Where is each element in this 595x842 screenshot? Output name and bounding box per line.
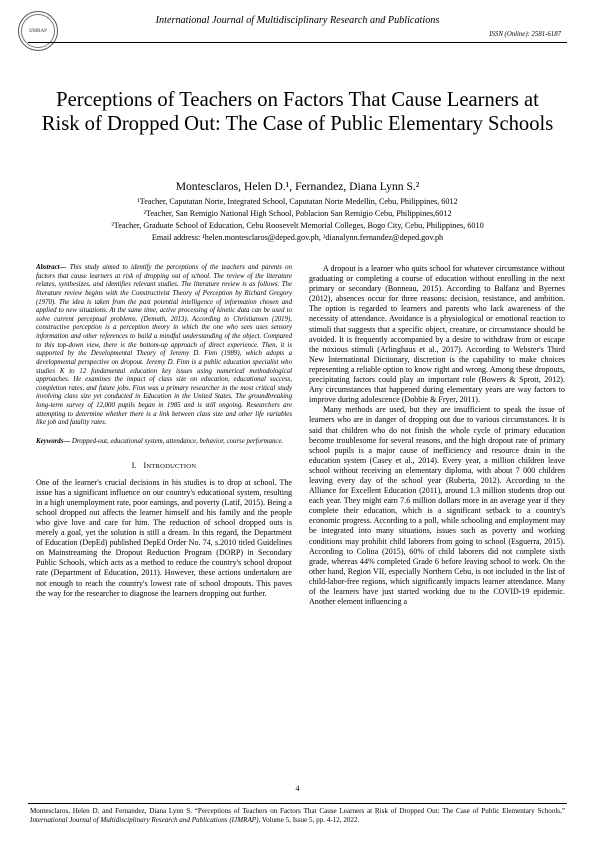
- left-column: [36, 264, 292, 599]
- intro-paragraph-1: One of the learner's crucial decisions in his studies is to drop at school. The issue has a significant influence on our country's educational system, resulting in a high unemployment rate, poor earnings, and poverty (Latif, 2015). Being a school dropped out affects the learner himself and his family and the people who give love and care for him. The reduction of school dropped outs is merely a goal, yet the solution is still a dream. In this regard, the Department of Education (DepEd) published DepEd Order No. 74, s.2010 titled Guidelines on Mainstreaming the Dropout Reduction Program (DORP) in Secondary Public Schools, which acts as a method to reduce the country's school dropout rate (Department of Education, 2011). However, these actions undertaken are not enough to reach the country's lowest rate of school dropouts. This paves the way for the researcher to diagnose the learners dropping out further.: [36, 477, 292, 598]
- keywords-label: Keywords—: [36, 437, 71, 445]
- abstract-label: Abstract—: [36, 264, 67, 271]
- body-paragraph-2: Many methods are used, but they are insufficient to speak the issue of learners who are in danger of dropping out due to various circumstances. It is said that children who do not finish the whole cycle of primary education become troublesome for several reasons, and the high dropout rate of primary school pupils is a major cause of inefficiency and resource drain in the education system (Casey et al., 2014). Every year, a million children leave school without receiving an elementary diploma, with about 7 000 children leaving every day of the school year (Ruberta, 2012). According to the Alliance for Excellent Education (2011), around 1.3 million students drop out each year. They might earn 7.6 million dollars more in an average year if they complete their education, which is a significant setback to a country's economic progress. According to a poll, while schooling and employment may be integrated into many situations, issues such as poverty and working conditions may prohibit child laborers from going to school (Esguerra, 2015). According to Colina (2015), 60% of child laborers did not complete sixth grade, whereas 44% completed Grade 6 before leaving school to work. On the other hand, Region VII, especially Northern Cebu, is not included in the list of child-labor-free regions, which significantly impacts learner attendance. Many of the learners have just started working due to the COVID-19 epidemic. Another element influencing a: [309, 405, 565, 607]
- journal-logo-text: IJMRAP: [21, 14, 55, 48]
- abstract-text: This study aimed to identify the perceptions of the teachers and parents on factors that cause learners at risk of dropping out of school. The review of the literature relates, synthesizes, and identifies relevant studies. The literature review is as follows. The literature review begins with the Constructivist Theory of Perception by Richard Gregory (1970). The idea is taken from the past potential intelligence of information chosen and applied to new situations. At the same time, active processing of kinetic data can be used to solve current perceptual problems. (Demuth, 2013). According to Christiansen (2019), constructive perception is a perception theory in which the one who sees uses sensory information and other references to build a mindful understanding of the object. Compared to this top-down view, there is the bottom-up approach of direct experience. Then, it is supported by the Developmental Theory of Jeremy D. Finn (1989), which adopts a developmental perspective on dropout. Jeremy D. Finn is a public education specialist who studies K to 12 fundamental education key issues using numerical methodological approaches. He examines the impact of class size on education, educational success, completion rates, and future jobs. Finn was a primary researcher in the most critical study involving class size yet conducted in Education in the United States. The groundbreaking long-term survey of 12,000 pupils began in 1985 and is still ongoing. Researchers are attempting to determine whether there is a link between class size and other life variables like job and fatality rates.: [36, 264, 292, 427]
- citation-journal: International Journal of Multidisciplinary Research and Publications (IJMRAP): [30, 816, 259, 825]
- journal-name: International Journal of Multidisciplinary Research and Publications: [155, 15, 440, 26]
- paper-title: Perceptions of Teachers on Factors That Cause Learners at Risk of Dropped Out: The Case of Public Elementary Schools: [41, 89, 554, 135]
- affiliation-3: ²Teacher, Graduate School of Education, Cebu Roosevelt Memorial Colleges, Bogo City, Cebu, Philippines, 6010: [111, 220, 484, 230]
- footer-rule: [28, 803, 567, 804]
- header-rule: [28, 42, 567, 43]
- section-number: I.: [131, 460, 137, 470]
- email-addresses: Email address: ¹helen.montesclaros@deped.gov.ph, ²dianalynn.fernandez@deped.gov.ph: [151, 232, 444, 242]
- affiliation-1: ¹Teacher, Caputatan Norte, Integrated School, Caputatan Norte Medellin, Cebu, Philippines, 6012: [137, 197, 458, 206]
- citation-footer: [30, 807, 565, 826]
- page-number: 4: [295, 784, 300, 793]
- affiliation-2: ²Teacher, San Remigio National High School, Poblacion San Remigio Cebu, Philippines,6012: [143, 208, 452, 218]
- keywords: [36, 438, 292, 447]
- authors: Montesclaros, Helen D.¹, Fernandez, Diana Lynn S.²: [175, 180, 420, 193]
- keywords-text: Dropped-out, educational system, attendance, behavior, course performance.: [70, 437, 284, 445]
- section-heading: [36, 461, 292, 472]
- right-column: [309, 264, 565, 607]
- citation-prefix: Montesclaros, Helen D. and Fernandez, Diana Lynn S. “Perceptions of Teachers on Factors That Cause Learners at Risk of Dropped Out: The Case of Public Elementary Schools,”: [30, 807, 565, 815]
- body-paragraph-1: A dropout is a learner who quits school for whatever circumstance without graduating or completing a course of education without enrolling in the next primary or secondary (Bonneau, 2015). According to Balfanz and Byernes (2012), absences occur for three reasons: decision, resistance, and ambition. The option is regarded to learners and parents who lack awareness of the necessity of attendance. Avoidance is a physiological or emotional reaction to stimuli that suggests that a specific object, creature, or circumstance should be avoided. It is frequently accompanied by a desire to withdraw from or escape the noxious stimuli (Arlinghaus et al., 2017). According to Webster's Third New International Dictionary, discretion is the capability to make choices representing a reliable option to know right and wrong. Among these dropouts, precipitating factors could play an important role (Bowers & Sprott, 2012). Any circumstances that happened during elementary years are way factors to improve during adolescence (Dobbie & Fryer, 2011).: [309, 264, 565, 405]
- abstract: [36, 264, 292, 428]
- affiliations: [0, 196, 595, 244]
- section-title-rest: NTRODUCTION: [146, 462, 197, 470]
- citation-suffix: , Volume 5, Issue 5, pp. 4-12, 2022.: [258, 816, 360, 825]
- section-title-initial: I: [143, 460, 147, 470]
- issn: ISSN (Online): 2581-6187: [489, 31, 561, 38]
